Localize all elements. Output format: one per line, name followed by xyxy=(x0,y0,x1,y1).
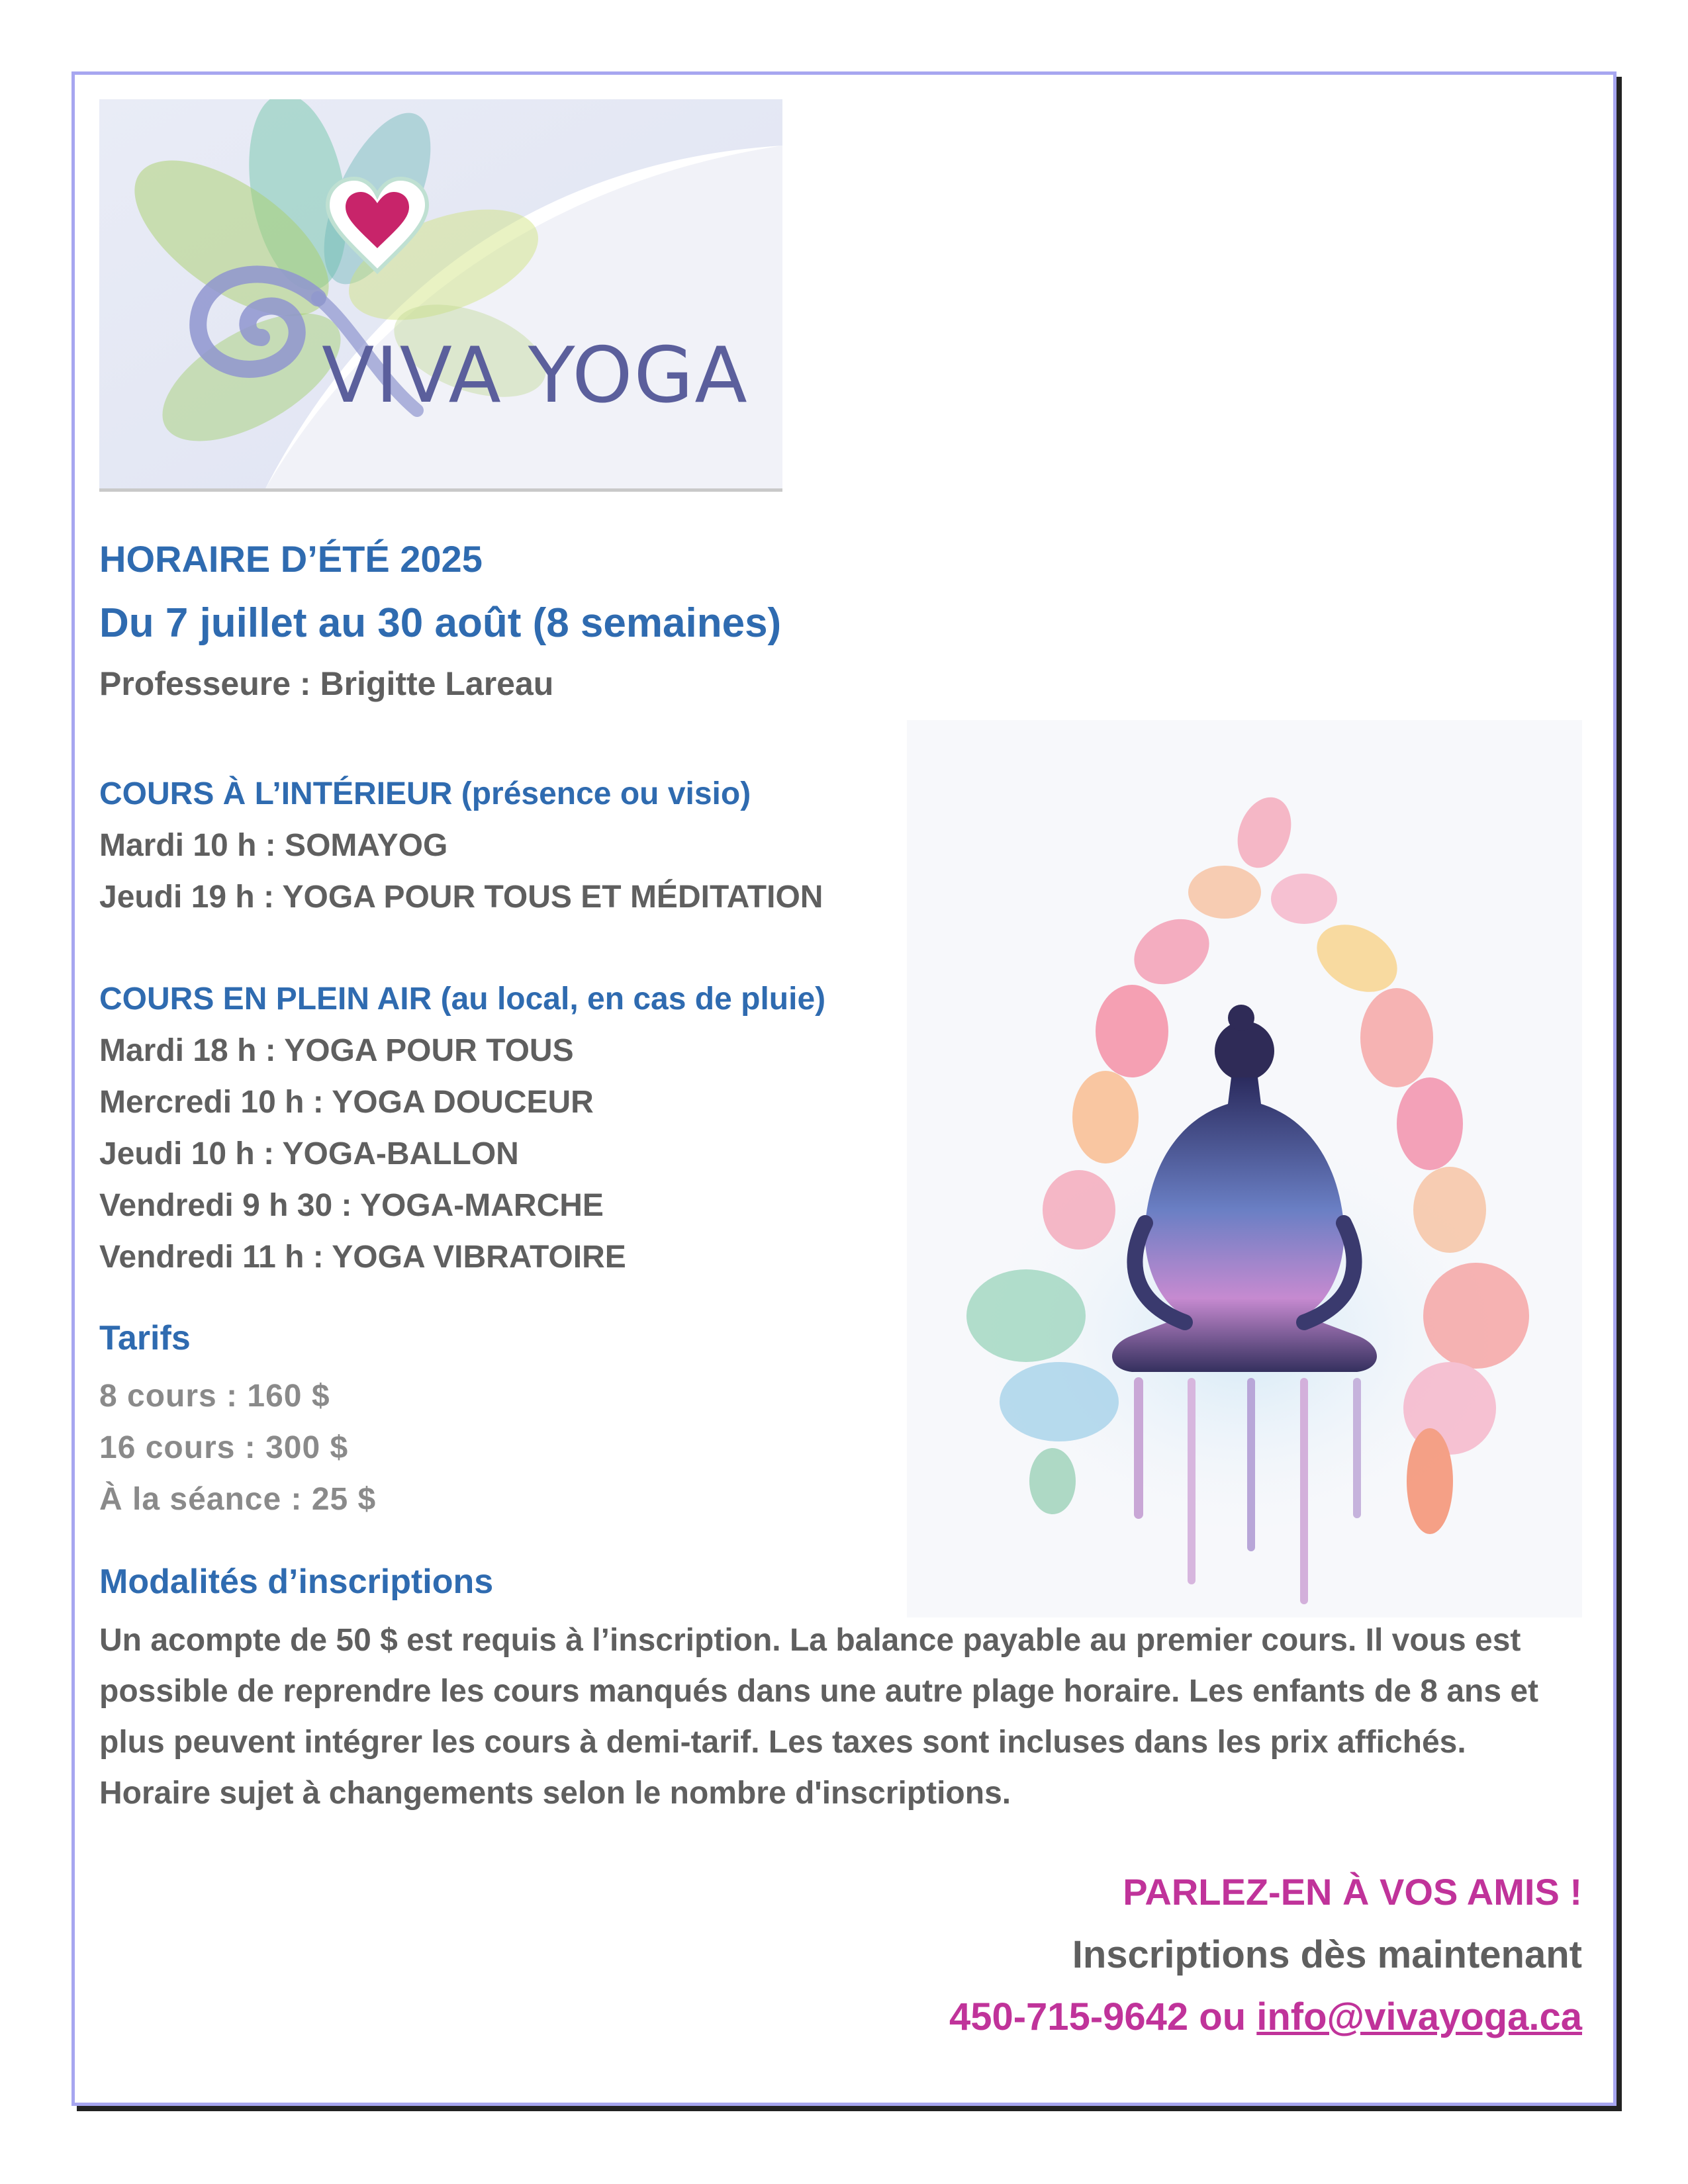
class-line: Vendredi 9 h 30 : YOGA-MARCHE xyxy=(99,1188,604,1223)
modalites-text: Un acompte de 50 $ est requis à l’inscription. La balance payable au premier cours. Il vous est possible de reprendre les cours manqués dans une autre plage horaire. Les enfants de 8 ans et plus peuvent intégrer les cours à demi-tarif. Les taxes sont incluses dans les prix affichés. Horaire sujet à changements selon le nombre d'inscriptions. xyxy=(99,1623,1539,1811)
teacher-name: Professeure : Brigitte Lareau xyxy=(99,665,554,702)
class-line: Mardi 18 h : YOGA POUR TOUS xyxy=(99,1033,574,1068)
tarifs-heading: Tarifs xyxy=(99,1319,191,1357)
meditating-figure-icon xyxy=(907,720,1582,1617)
logo-divider xyxy=(99,488,782,492)
class-line: Vendredi 11 h : YOGA VIBRATOIRE xyxy=(99,1240,626,1275)
tarif-item: 16 cours : 300 $ xyxy=(99,1430,349,1465)
viva-yoga-logo xyxy=(99,99,782,490)
phone-number[interactable]: 450-715-9642 xyxy=(949,1995,1189,2038)
modalites-heading: Modalités d’inscriptions xyxy=(99,1563,494,1601)
indoor-heading-note: (présence ou visio) xyxy=(461,776,751,811)
tarif-item: 8 cours : 160 $ xyxy=(99,1379,330,1414)
cta-registration: Inscriptions dès maintenant xyxy=(1072,1933,1582,1976)
outdoor-heading-note: (au local, en cas de pluie) xyxy=(440,981,826,1017)
outdoor-section-heading xyxy=(99,981,825,1017)
contact-separator: ou xyxy=(1188,1995,1257,2038)
class-line: Mercredi 10 h : YOGA DOUCEUR xyxy=(99,1085,594,1120)
lotus-logo-icon xyxy=(99,99,782,490)
class-line: Jeudi 10 h : YOGA-BALLON xyxy=(99,1136,519,1171)
contact-line xyxy=(949,1995,1582,2039)
indoor-heading-text: COURS À L’INTÉRIEUR xyxy=(99,776,453,811)
indoor-section-heading xyxy=(99,776,751,812)
logo-brand-text: VIVA YOGA xyxy=(322,331,749,420)
class-line: Mardi 10 h : SOMAYOG xyxy=(99,828,448,863)
tarif-item: À la séance : 25 $ xyxy=(99,1482,377,1517)
meditation-illustration xyxy=(907,720,1582,1617)
page-title: HORAIRE D’ÉTÉ 2025 xyxy=(99,538,483,580)
cta-share: PARLEZ-EN À VOS AMIS ! xyxy=(1123,1871,1582,1913)
outdoor-heading-text: COURS EN PLEIN AIR xyxy=(99,981,432,1017)
class-line: Jeudi 19 h : YOGA POUR TOUS ET MÉDITATION xyxy=(99,880,823,915)
email-link[interactable]: info@vivayoga.ca xyxy=(1256,1995,1582,2038)
date-range: Du 7 juillet au 30 août (8 semaines) xyxy=(99,600,782,646)
